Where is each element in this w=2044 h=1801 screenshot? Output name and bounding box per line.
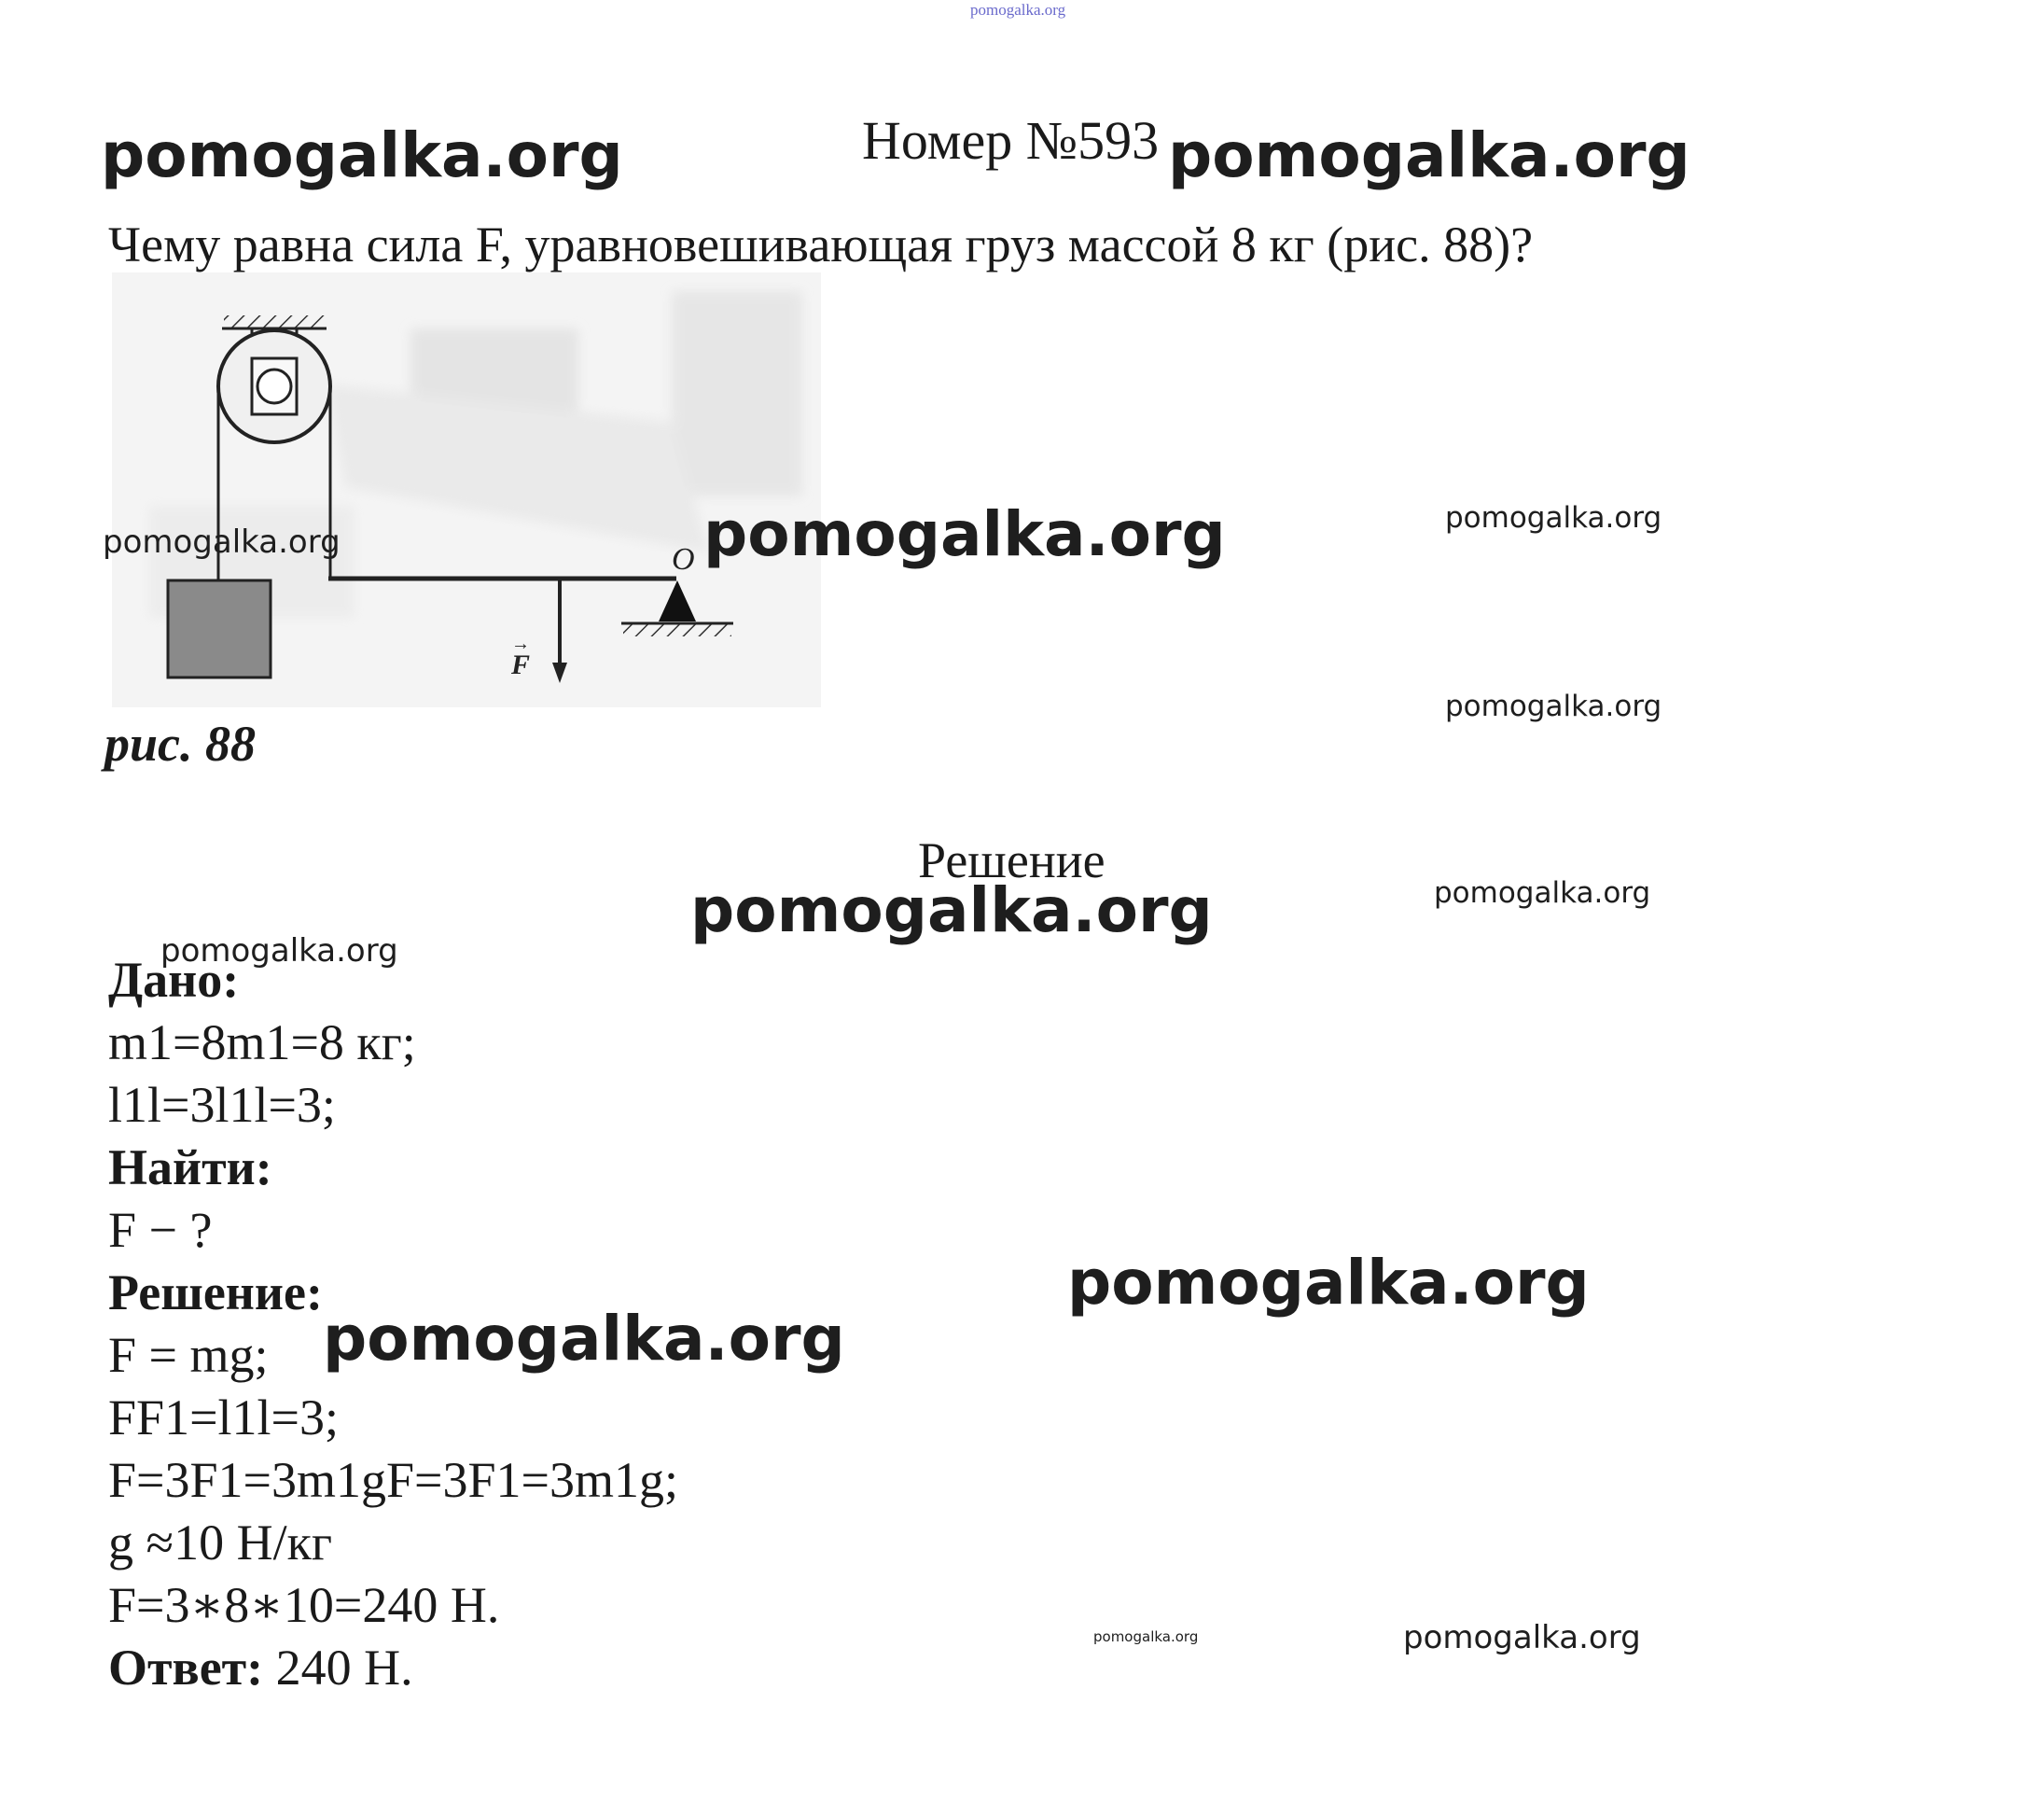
solution-step: F = mg; <box>108 1327 269 1383</box>
solution-label: Решение: <box>108 1264 323 1320</box>
answer-value: 240 Н. <box>263 1640 413 1696</box>
watermark-mid-right: pomogalka.org <box>1067 1247 1590 1319</box>
watermark-figure-center: pomogalka.org <box>703 498 1226 570</box>
watermark-right-1: pomogalka.org <box>1445 501 1662 535</box>
solution-step: F=3F1=3m1gF=3F1=3m1g; <box>108 1452 678 1508</box>
find-label: Найти: <box>108 1139 272 1195</box>
watermark-header-left: pomogalka.org <box>101 119 623 191</box>
figure-caption: рис. 88 <box>104 716 256 772</box>
solution-step: g ≈10 Н/кг <box>108 1515 333 1571</box>
force-label: F <box>511 649 531 680</box>
ground-hatch <box>623 623 731 636</box>
watermark-right-2: pomogalka.org <box>1445 690 1662 723</box>
given-label: Дано: <box>108 952 240 1008</box>
solution-heading: Решение <box>918 832 1105 888</box>
find-line: F − ? <box>108 1202 213 1258</box>
figure-88 <box>112 272 821 707</box>
pivot-label: O <box>672 542 695 577</box>
answer-label: Ответ: <box>108 1640 264 1696</box>
load-block <box>168 580 271 677</box>
solution-step: F=3∗8∗10=240 Н. <box>108 1577 500 1633</box>
problem-question: Чему равна сила F, уравновешивающая груз массой 8 кг (рис. 88)? <box>108 216 1534 272</box>
answer-line <box>108 1637 678 1699</box>
watermark-figure-left: pomogalka.org <box>103 524 341 561</box>
force-vector-mark: → <box>511 634 530 654</box>
watermark-given-overlay: pomogalka.org <box>160 932 398 970</box>
page-title: Номер №593 <box>862 110 1160 171</box>
given-line: m1=8m1=8 кг; <box>108 1014 416 1070</box>
watermark-right-3: pomogalka.org <box>1434 876 1651 910</box>
lever-pulley-diagram <box>112 272 821 707</box>
given-line: l1l=3l1l=3; <box>108 1077 336 1133</box>
watermark-bottom-right: pomogalka.org <box>1403 1619 1641 1656</box>
watermark-solution-overlay: pomogalka.org <box>323 1303 845 1375</box>
ceiling-hatch <box>224 315 325 328</box>
watermark-bottom-small: pomogalka.org <box>1093 1628 1199 1645</box>
solution-step: FF1=l1l=3; <box>108 1389 339 1445</box>
watermark-top: pomogalka.org <box>970 1 1066 19</box>
watermark-header-right: pomogalka.org <box>1168 119 1690 191</box>
watermark-center-solution: pomogalka.org <box>690 874 1213 946</box>
